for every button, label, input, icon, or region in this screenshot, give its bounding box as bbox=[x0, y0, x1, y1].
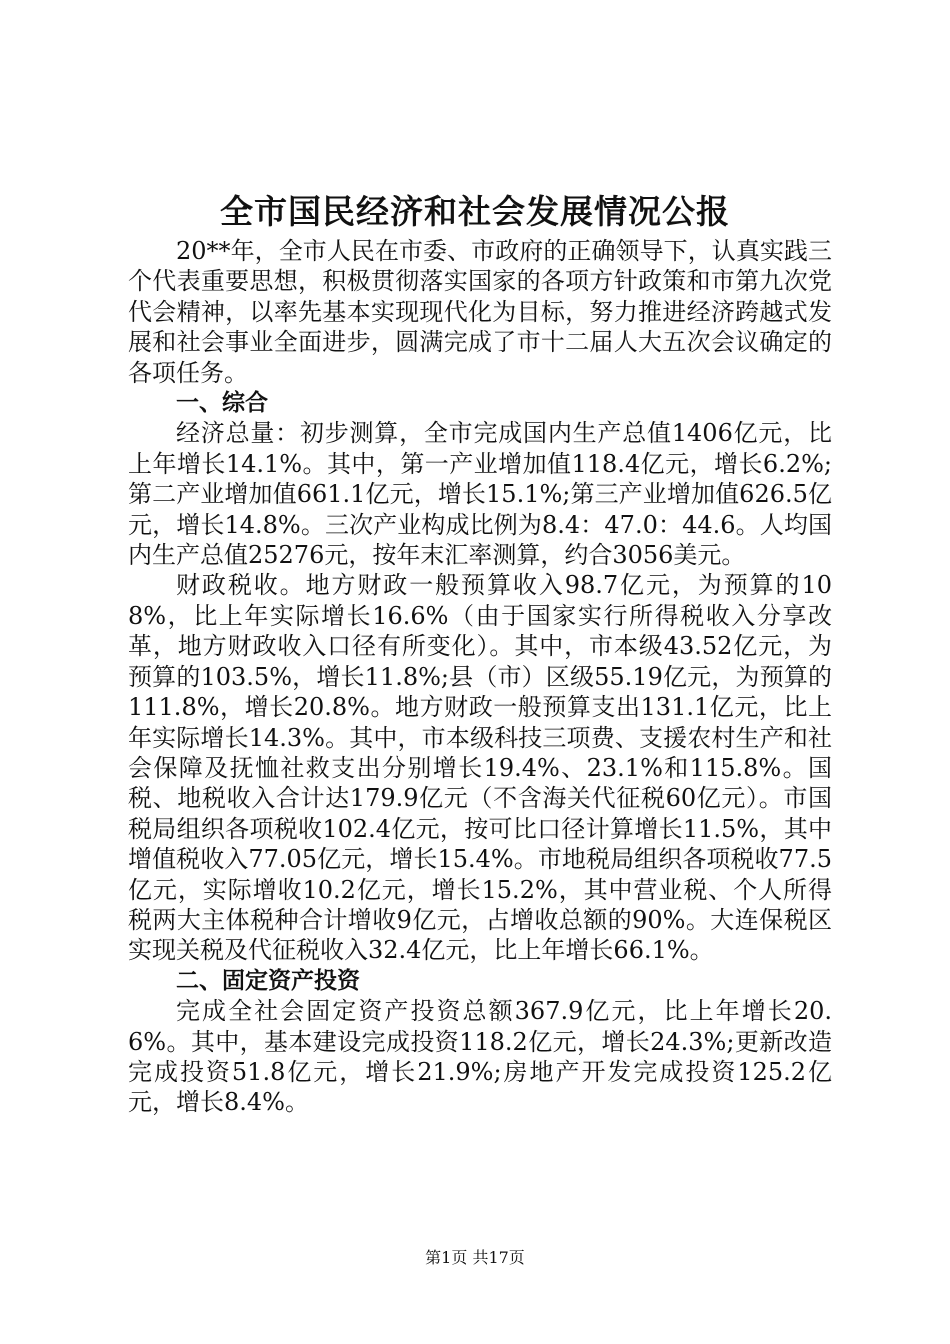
paragraph-economic-total: 经济总量：初步测算，全市完成国内生产总值1406亿元，比上年增长14.1%。其中，第一产业增加值118.4亿元，增长6.2%;第二产业增加值661.1亿元，增长15.1%;第三产业增加值626.5亿元，增长14.8%。三次产业构成比例为8.4：47.0：44.6。人均国内生产总值25276元，按年末汇率测算，约合3056美元。 bbox=[128, 419, 832, 570]
paragraph-investment: 完成全社会固定资产投资总额367.9亿元，比上年增长20.6%。其中，基本建设完成投资118.2亿元，增长24.3%;更新改造完成投资51.8亿元，增长21.9%;房地产开发完成投资125.2亿元，增长8.4%。 bbox=[128, 997, 832, 1117]
section-fixed-asset-investment bbox=[128, 966, 832, 1118]
document-title: 全市国民经济和社会发展情况公报 bbox=[220, 192, 730, 231]
section-heading: 一、综合 bbox=[176, 390, 268, 417]
section-heading: 二、固定资产投资 bbox=[176, 967, 360, 994]
page-number: 第1页 共17页 bbox=[425, 1248, 525, 1267]
section-overview bbox=[128, 388, 832, 966]
intro-paragraph: 20**年，全市人民在市委、市政府的正确领导下，认真实践三个代表重要思想，积极贯彻落实国家的各项方针政策和市第九次党代会精神，以率先基本实现现代化为目标，努力推进经济跨越式发展和社会事业全面进步，圆满完成了市十二届人大五次会议确定的各项任务。 bbox=[128, 237, 832, 387]
paragraph-fiscal-tax: 财政税收。地方财政一般预算收入98.7亿元，为预算的108%，比上年实际增长16.6%（由于国家实行所得税收入分享改革，地方财政收入口径有所变化）。其中，市本级43.52亿元，为预算的103.5%，增长11.8%;县（市）区级55.19亿元，为预算的111.8%，增长20.8%。地方财政一般预算支出131.1亿元，比上年实际增长14.3%。其中，市本级科技三项费、支援农村生产和社会保障及抚恤社救支出分别增长19.4%、23.1%和115.8%。国税、地税收入合计达179.9亿元（不含海关代征税60亿元）。市国税局组织各项税收102.4亿元，按可比口径计算增长11.5%，其中增值税收入77.05亿元，增长15.4%。市地税局组织各项税收77.5亿元，实际增收10.2亿元，增长15.2%，其中营业税、个人所得税两大主体税种合计增收9亿元，占增收总额的90%。大连保税区实现关税及代征税收入32.4亿元，比上年增长66.1%。 bbox=[128, 571, 832, 965]
document-body bbox=[128, 236, 832, 1118]
